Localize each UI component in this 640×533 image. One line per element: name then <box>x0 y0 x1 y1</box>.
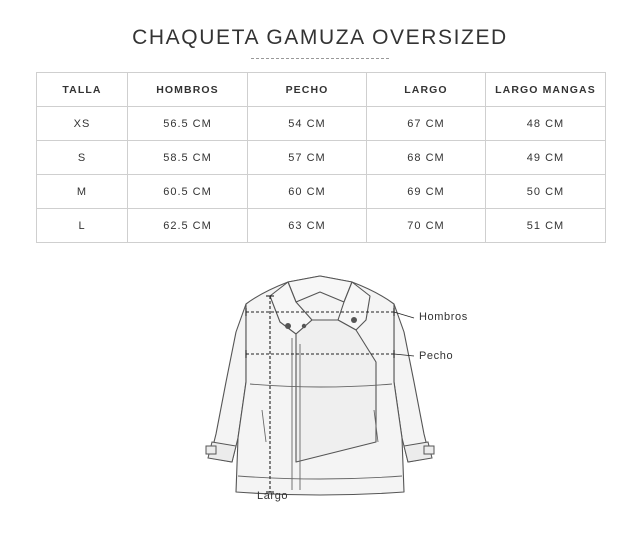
right-cuff-tab <box>424 446 434 454</box>
chest-label: Pecho <box>419 350 454 362</box>
table-cell: 67 CM <box>367 107 486 141</box>
table-cell: 58.5 CM <box>128 141 248 175</box>
table-header-row <box>37 73 606 107</box>
table-cell: 56.5 CM <box>128 107 248 141</box>
lapel-snap-right <box>351 317 357 323</box>
table-cell: 54 CM <box>248 107 367 141</box>
table-cell: L <box>37 209 128 243</box>
table-cell: 60 CM <box>248 175 367 209</box>
table-cell: 49 CM <box>486 141 606 175</box>
table-row <box>37 107 606 141</box>
table-cell: S <box>37 141 128 175</box>
lapel-snap-left <box>285 323 291 329</box>
size-chart-table <box>36 72 606 243</box>
title-divider <box>251 58 389 59</box>
header-talla: TALLA <box>37 73 128 107</box>
header-hombros: HOMBROS <box>128 73 248 107</box>
table-cell: 60.5 CM <box>128 175 248 209</box>
header-largo: LARGO <box>367 73 486 107</box>
table-row <box>37 141 606 175</box>
table-cell: 62.5 CM <box>128 209 248 243</box>
page-title: CHAQUETA GAMUZA OVERSIZED <box>132 26 508 49</box>
jacket-diagram <box>0 262 640 528</box>
table-cell: 50 CM <box>486 175 606 209</box>
table-cell: 63 CM <box>248 209 367 243</box>
length-label: Largo <box>257 490 289 502</box>
header-largo-mangas: LARGO MANGAS <box>486 73 606 107</box>
jacket-illustration <box>0 262 640 528</box>
table-row <box>37 175 606 209</box>
table-cell: 68 CM <box>367 141 486 175</box>
table-cell: XS <box>37 107 128 141</box>
table-cell: 48 CM <box>486 107 606 141</box>
shoulders-label: Hombros <box>419 311 468 323</box>
table-cell: M <box>37 175 128 209</box>
left-cuff-tab <box>206 446 216 454</box>
table-cell: 57 CM <box>248 141 367 175</box>
table-cell: 70 CM <box>367 209 486 243</box>
table-row <box>37 209 606 243</box>
header-pecho: PECHO <box>248 73 367 107</box>
collar-snap <box>302 324 306 328</box>
table-cell: 51 CM <box>486 209 606 243</box>
table-cell: 69 CM <box>367 175 486 209</box>
